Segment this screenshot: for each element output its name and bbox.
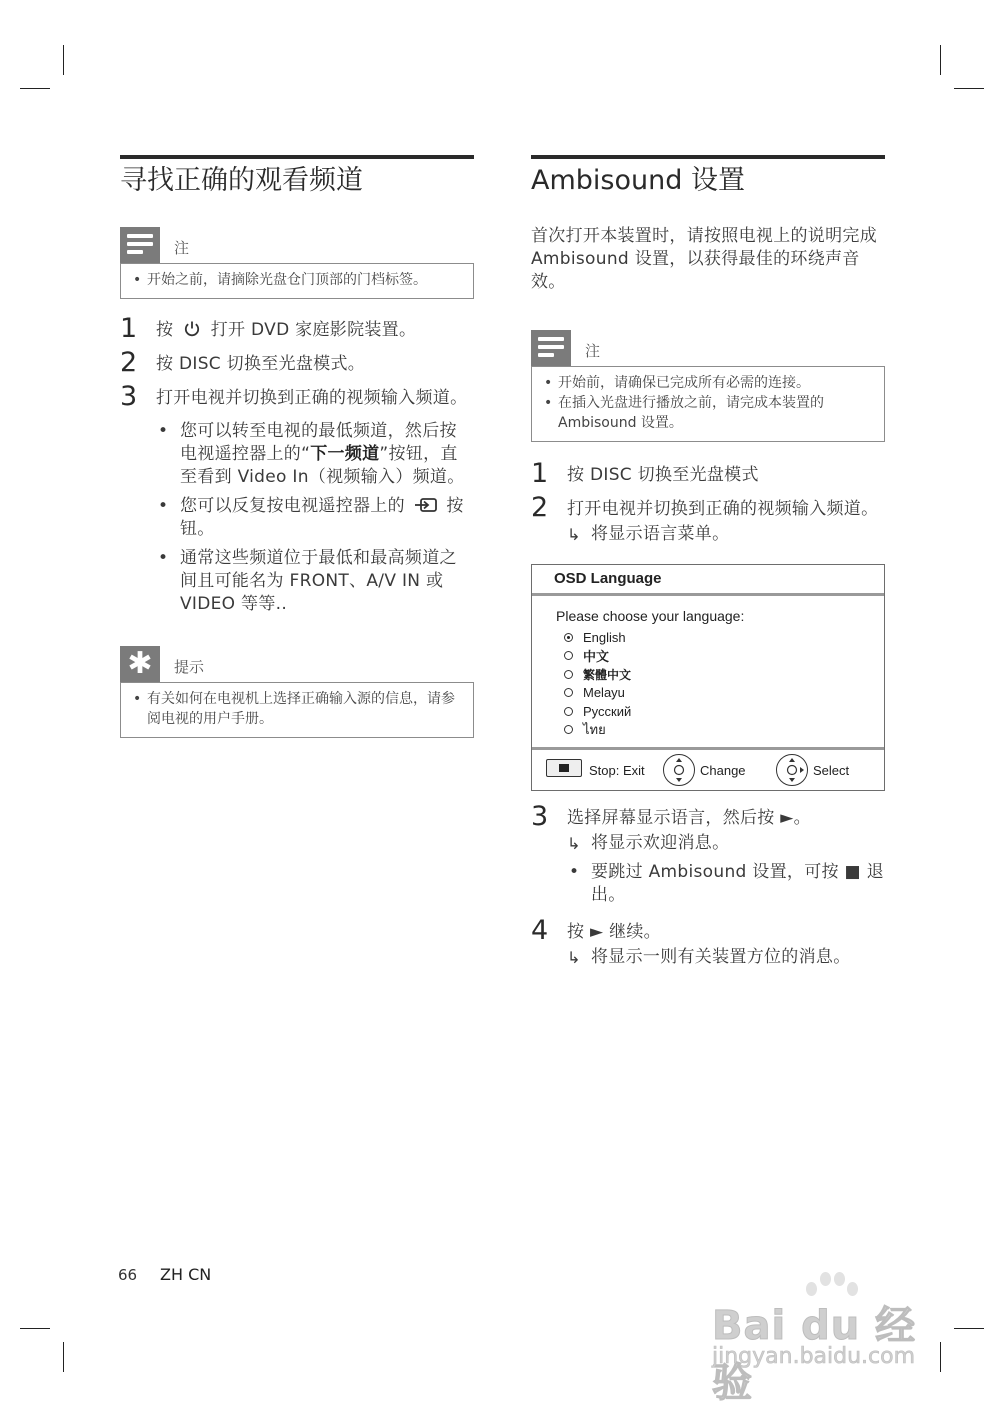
radio-icon (564, 725, 573, 734)
language-option-chinese-traditional[interactable]: 繁體中文 (556, 665, 860, 684)
step-3 (120, 381, 474, 616)
crop-mark (63, 1342, 64, 1372)
language-option-chinese-simplified[interactable]: 中文 (556, 647, 860, 666)
note-icon (531, 330, 571, 366)
language-option-thai[interactable]: ไทย (556, 721, 860, 740)
stop-exit-label: Stop: Exit (589, 763, 645, 778)
nav-key-icon (663, 754, 695, 786)
language-option-russian[interactable]: Русский (556, 702, 860, 721)
stop-key-icon (546, 759, 582, 777)
note-item: • 开始前，请确保已完成所有必需的连接。 (542, 373, 874, 393)
step-4 (531, 915, 885, 969)
result-text: 将显示欢迎消息。 (591, 833, 730, 853)
result-arrow-icon: ↳ (567, 834, 581, 853)
tip-label: 提示 (174, 658, 205, 676)
sub-item: • 要跳过 Ambisound 设置，可按 ■ 退出。 (569, 862, 884, 905)
result-text: 将显示语言菜单。 (591, 524, 730, 544)
radio-selected-icon (564, 633, 573, 642)
step-number: 2 (531, 492, 549, 523)
sub-text: 通常这些频道位于最低和最高频道之间且可能名为 FRONT、A/V IN 或 VIDEO 等等.. (180, 548, 457, 614)
step-number: 3 (120, 381, 138, 412)
sub-item: • 您可以转至电视的最低频道，然后按电视遥控器上的“下一频道”按钮，直至看到 Video In（视频输入）频道。 (158, 421, 465, 487)
step-3 (531, 801, 885, 907)
sub-text: 要跳过 Ambisound 设置，可按 ■ 退出。 (591, 862, 884, 905)
power-icon (183, 320, 201, 338)
note-label: 注 (174, 239, 190, 257)
result-line (567, 832, 885, 855)
step-text: 打开 DVD 家庭影院装置。 (210, 320, 417, 340)
radio-icon (564, 670, 573, 679)
step-number: 4 (531, 915, 549, 946)
note-item: • 开始之前，请摘除光盘仓门顶部的门档标签。 (131, 270, 463, 290)
step-text: 打开电视并切换到正确的视频输入频道。 (567, 499, 879, 519)
crop-mark (20, 1328, 50, 1329)
result-line (567, 523, 885, 546)
select-label: Select (813, 763, 850, 778)
step-text: 按 DISC 切换至光盘模式。 (156, 354, 366, 374)
steps-list (531, 801, 885, 969)
left-column (120, 155, 474, 738)
watermark-url: jingyan.baidu.com (712, 1344, 916, 1369)
tip-box (120, 646, 474, 738)
step-text: 按 DISC 切换至光盘模式 (567, 465, 759, 485)
tip-item: • 有关如何在电视机上选择正确输入源的信息，请参阅电视的用户手册。 (131, 689, 463, 729)
result-arrow-icon: ↳ (567, 525, 581, 544)
watermark-logo: Bai du 经验 (712, 1303, 917, 1406)
step-number: 1 (120, 313, 138, 344)
right-column (531, 155, 885, 969)
step-number: 2 (120, 347, 138, 378)
note-icon (120, 227, 160, 263)
section-title: 寻找正确的观看频道 (120, 165, 363, 196)
crop-mark (954, 88, 984, 89)
page-number: 66 (118, 1266, 138, 1284)
step-number: 3 (531, 801, 549, 832)
crop-mark (940, 45, 941, 75)
crop-mark (63, 45, 64, 75)
sub-text: 您可以反复按电视遥控器上的 (180, 496, 405, 516)
sub-bold-text: 下一频道 (310, 444, 380, 464)
section-rule (531, 155, 885, 159)
tip-body (120, 682, 474, 738)
change-label: Change (700, 763, 746, 778)
sub-text: 按钮。 (180, 496, 464, 539)
crop-mark (20, 88, 50, 89)
result-line (567, 946, 885, 969)
radio-icon (564, 651, 573, 660)
note-header (120, 227, 474, 263)
intro-paragraph: 首次打开本装置时，请按照电视上的说明完成 Ambisound 设置，以获得最佳的环绕声音效。 (531, 226, 877, 292)
note-box (120, 227, 474, 299)
input-source-icon (414, 497, 438, 513)
language-option-melayu[interactable]: Melayu (556, 684, 860, 703)
step-2 (531, 492, 885, 546)
steps-list (120, 313, 474, 616)
step-text: 按 (156, 320, 174, 340)
radio-icon (564, 688, 573, 697)
note-label: 注 (585, 342, 601, 360)
osd-language-screen (531, 564, 885, 791)
radio-icon (564, 707, 573, 716)
steps-list (531, 458, 885, 546)
note-item: • 在插入光盘进行播放之前，请完成本装置的 Ambisound 设置。 (542, 393, 874, 433)
section-rule (120, 155, 474, 159)
asterisk-icon: ✱ (120, 646, 160, 682)
sub-item: • 通常这些频道位于最低和最高频道之间且可能名为 FRONT、A/V IN 或 VIDEO 等等.. (158, 548, 457, 614)
result-arrow-icon: ↳ (567, 948, 581, 967)
ok-key-icon (776, 754, 808, 786)
baidu-watermark (712, 1268, 942, 1406)
osd-title: OSD Language (532, 565, 884, 596)
osd-prompt: Please choose your language: (556, 608, 745, 624)
note-box (531, 330, 885, 442)
tip-header (120, 646, 474, 682)
sub-text: 您可以转至电视的最低频道，然后按电视遥控器上的“ (180, 421, 457, 464)
osd-footer (532, 747, 884, 790)
step-text: 按 ► 继续。 (567, 922, 661, 942)
step-1 (531, 458, 885, 489)
note-body (531, 366, 885, 442)
language-option-english[interactable]: English (556, 628, 860, 647)
note-body (120, 263, 474, 299)
sub-text: ”按钮，直至看到 Video In（视频输入）频道。 (180, 444, 465, 487)
step-2 (120, 347, 474, 378)
step-number: 1 (531, 458, 549, 489)
step-text: 选择屏幕显示语言，然后按 ►。 (567, 808, 811, 828)
language-code: ZH CN (160, 1265, 212, 1284)
step-text: 打开电视并切换到正确的视频输入频道。 (156, 388, 468, 408)
osd-body (532, 596, 884, 747)
section-title: Ambisound 设置 (531, 165, 745, 196)
note-header (531, 330, 885, 366)
sub-item: • 您可以反复按电视遥控器上的 按钮。 (158, 496, 464, 539)
crop-mark (954, 1328, 984, 1329)
step-1 (120, 313, 474, 344)
result-text: 将显示一则有关装置方位的消息。 (591, 947, 851, 967)
